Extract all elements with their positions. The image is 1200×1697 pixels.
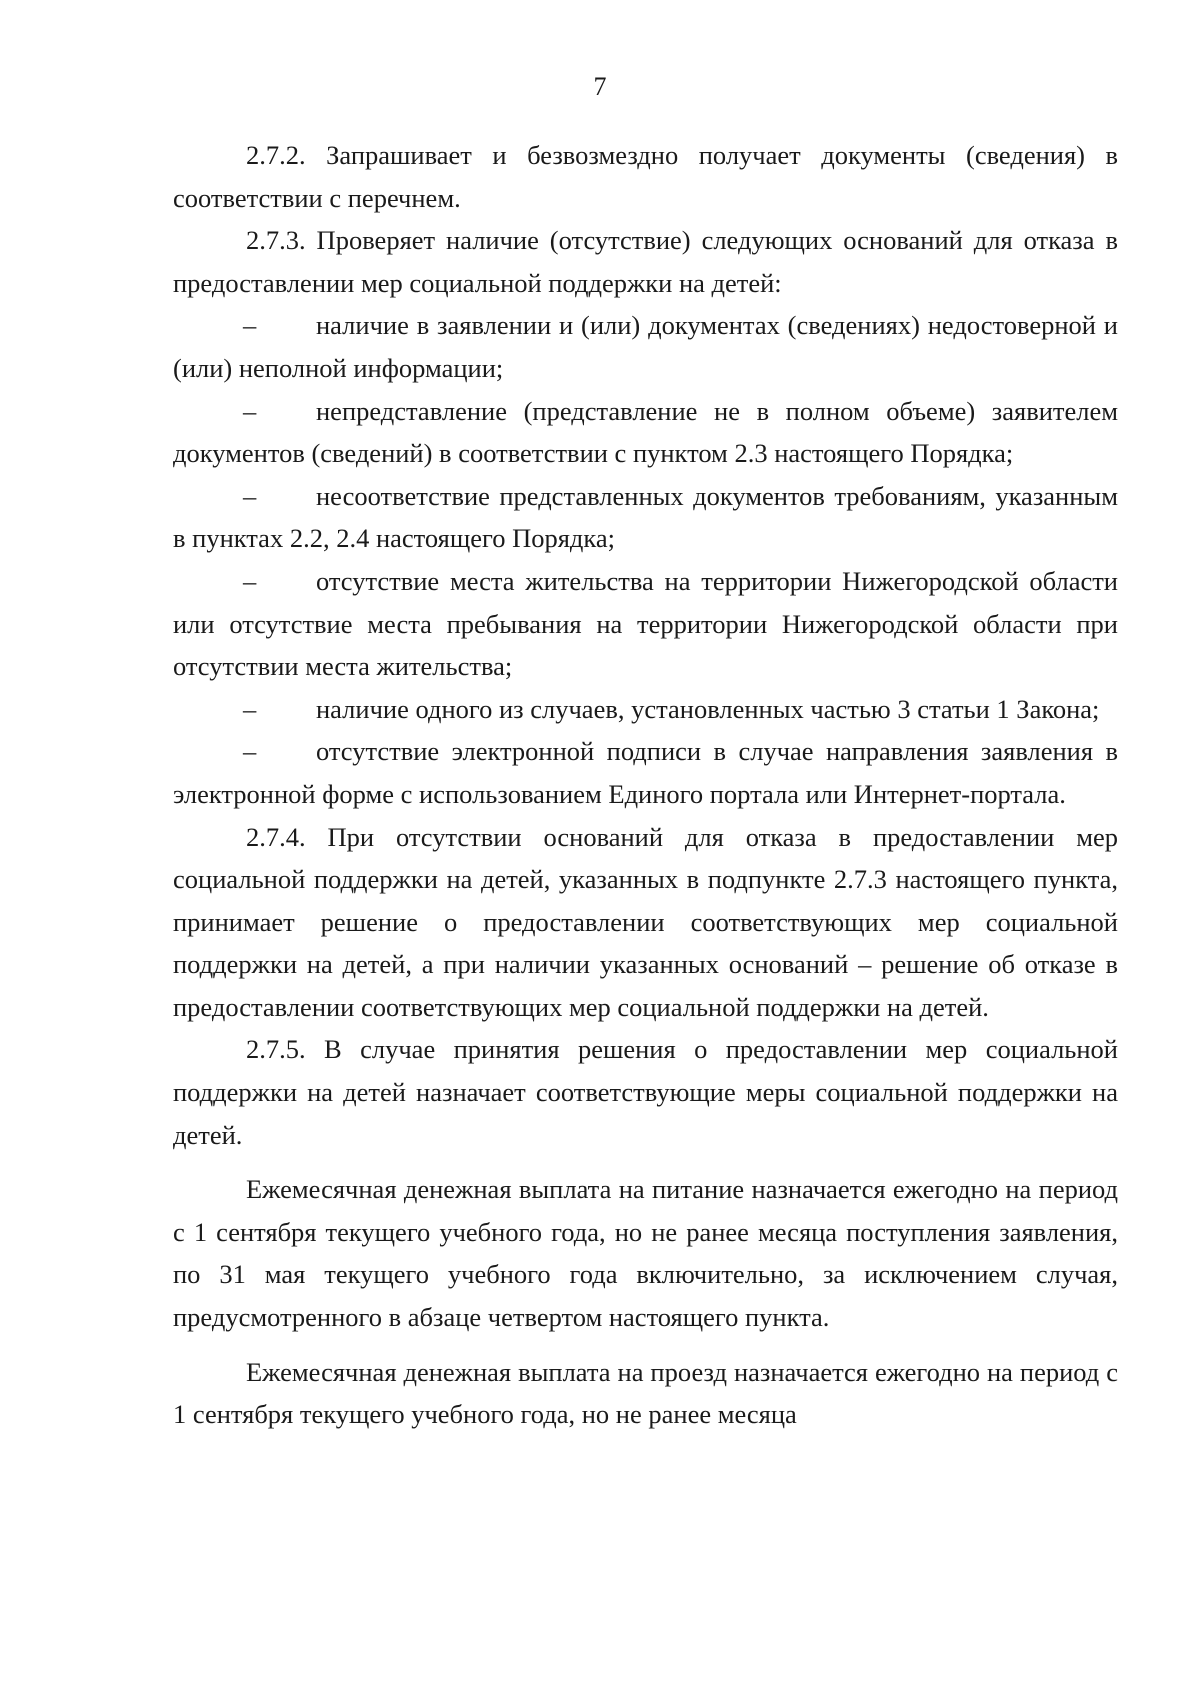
page-number: 7 <box>593 72 607 101</box>
list-item <box>173 390 1118 475</box>
list-item-text: отсутствие электронной подписи в случае направления заявления в электронной форме с использованием Единого портала или Интернет-портала. <box>173 736 1118 809</box>
paragraph-2-7-3: 2.7.3. Проверяет наличие (отсутствие) следующих оснований для отказа в предоставлении мер социальной поддержки на детей: <box>173 225 1118 298</box>
paragraph-travel-payment: Ежемесячная денежная выплата на проезд назначается ежегодно на период с 1 сентября текущего учебного года, но не ранее месяца <box>173 1356 1118 1430</box>
dash-marker: – <box>243 480 257 511</box>
paragraph-2-7-4: 2.7.4. При отсутствии оснований для отказа в предоставлении мер социальной поддержки на детей, указанных в подпункте 2.7.3 настоящего пункта, принимает решение о предоставлении соответствующих мер социальной поддержки на детей, а при наличии указанных оснований – решение об отказе в предоставлении соответствующих мер социальной поддержки на детей. <box>173 821 1118 1022</box>
dash-marker: – <box>243 310 257 341</box>
dash-marker: – <box>243 693 257 724</box>
list-item-text: отсутствие места жительства на территории Нижегородской области или отсутствие места пребывания на территории Нижегородской области при отсутствии места жительства; <box>173 565 1118 682</box>
list-item-text: наличие в заявлении и (или) документах (сведениях) недостоверной и (или) неполной информации; <box>173 310 1118 383</box>
document-body <box>173 134 1118 1436</box>
dash-marker: – <box>243 565 257 596</box>
list-item <box>173 560 1118 688</box>
list-item <box>173 304 1118 389</box>
paragraph-2-7-5: 2.7.5. В случае принятия решения о предоставлении мер социальной поддержки на детей назначает соответствующие меры социальной поддержки на детей. <box>173 1034 1118 1150</box>
list-item-text: несоответствие представленных документов требованиям, указанным в пунктах 2.2, 2.4 настоящего Порядка; <box>173 480 1118 554</box>
list-item-text: наличие одного из случаев, установленных частью 3 статьи 1 Закона; <box>316 693 1100 724</box>
list-item <box>173 688 1118 731</box>
dash-marker: – <box>243 736 257 767</box>
list-item <box>173 475 1118 560</box>
paragraph-2-7-2: 2.7.2. Запрашивает и безвозмездно получает документы (сведения) в соответствии с перечнем. <box>173 140 1118 213</box>
list-item-text: непредставление (представление не в полном объеме) заявителем документов (сведений) в соответствии с пунктом 2.3 настоящего Порядка; <box>173 395 1118 469</box>
dash-marker: – <box>243 395 257 426</box>
paragraph-food-payment: Ежемесячная денежная выплата на питание назначается ежегодно на период с 1 сентября текущего учебного года, но не ранее месяца поступления заявления, по 31 мая текущего учебного года включительно, за исключением случая, предусмотренного в абзаце четвертом настоящего пункта. <box>173 1174 1118 1333</box>
list-item <box>173 730 1118 815</box>
